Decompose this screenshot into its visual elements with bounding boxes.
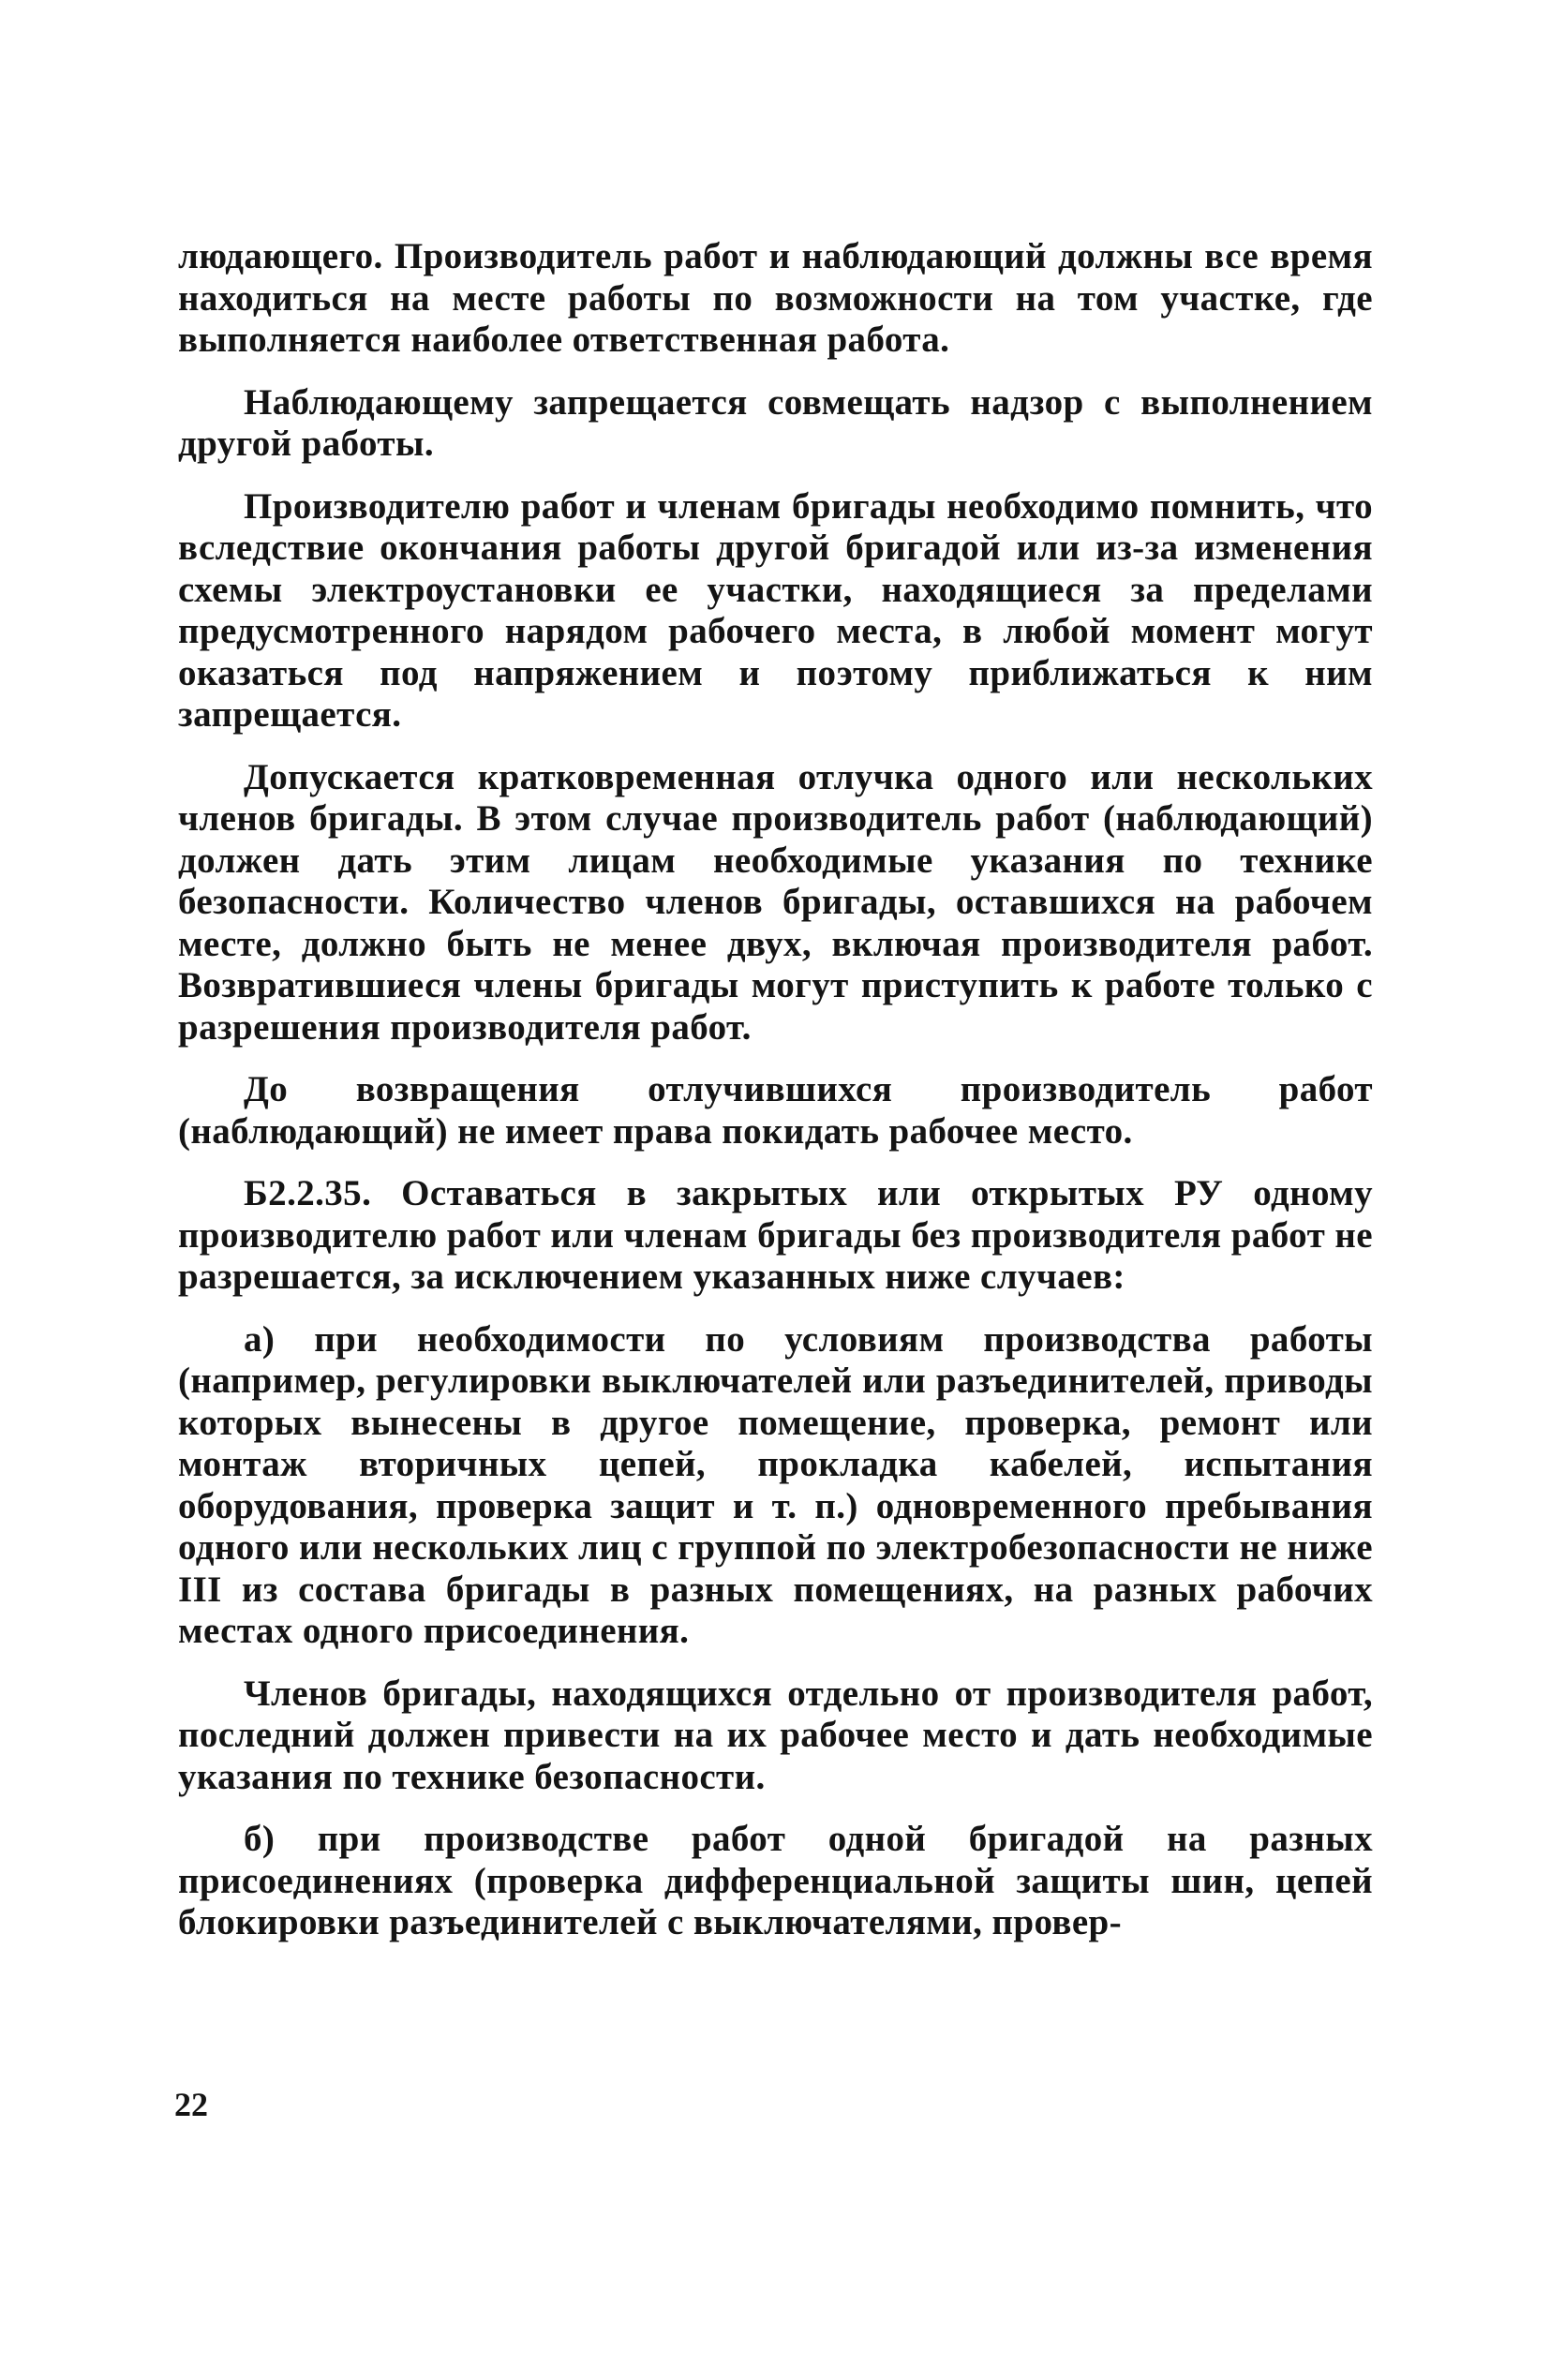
paragraph-7: а) при необходимости по условиям производства работы (например, регулировки выключателей или разъединителей, приводы которых вынесены в другое помещение, проверка, ремонт или монтаж вторичных цепей, прокладка кабелей, испытания оборудования, проверка защит и т. п.) одновременного пребывания одного или нескольких лиц с группой по электробезопасности не ниже III из состава бригады в разных помещениях, на разных рабочих местах одного присоединения. [178,1318,1373,1651]
paragraph-4: Допускается кратковременная отлучка одного или нескольких членов бригады. В этом случае производитель работ (наблюдающий) должен дать этим лицам необходимые указания по технике безопасности. Количество членов бригады, оставшихся на рабочем месте, должно быть не менее двух, включая производителя работ. Возвратившиеся члены бригады могут приступить к работе только с разрешения производителя работ. [178,756,1373,1048]
page-text-body [178,236,1373,1965]
paragraph-5: До возвращения отлучившихся производитель работ (наблюдающий) не имеет права покидать рабочее место. [178,1069,1373,1152]
paragraph-3: Производителю работ и членам бригады необходимо помнить, что вследствие окончания работы другой бригадой или из-за изменения схемы электроустановки ее участки, находящиеся за пределами предусмотренного нарядом рабочего места, в любой момент могут оказаться под напряжением и поэтому приближаться к ним запрещается. [178,485,1373,735]
paragraph-2: Наблюдающему запрещается совмещать надзор с выполнением другой работы. [178,381,1373,464]
paragraph-9: б) при производстве работ одной бригадой на разных присоединениях (проверка дифференциальной защиты шин, цепей блокировки разъединителей с выключателями, провер- [178,1819,1373,1942]
paragraph-8: Членов бригады, находящихся отдельно от производителя работ, последний должен привести на их рабочее место и дать необходимые указания по технике безопасности. [178,1673,1373,1797]
paragraph-1: людающего. Производитель работ и наблюдающий должны все время находиться на месте работы по возможности на том участке, где выполняется наиболее ответственная работа. [178,236,1373,360]
page-number: 22 [174,2086,208,2123]
paragraph-6: Б2.2.35. Оставаться в закрытых или открытых РУ одному производителю работ или членам бригады без производителя работ не разрешается, за исключением указанных ниже случаев: [178,1173,1373,1297]
